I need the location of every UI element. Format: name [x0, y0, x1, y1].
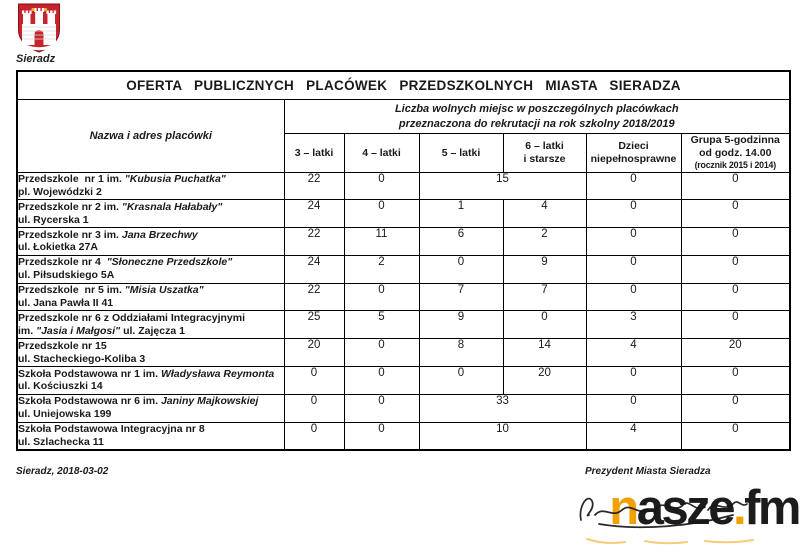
- value-cell: 22: [284, 283, 344, 311]
- value-cell: 7: [503, 283, 586, 311]
- footer-signatory-title: Prezydent Miasta Sieradza: [585, 466, 711, 477]
- value-cell: 1: [419, 200, 503, 228]
- value-cell: 22: [284, 228, 344, 256]
- watermark-asze: asze: [636, 481, 733, 535]
- table-row: [17, 172, 790, 200]
- value-cell: 0: [681, 311, 790, 339]
- column-header: Grupa 5-godzinna od godz. 14.00 (rocznik 2015 i 2014): [681, 134, 790, 173]
- value-cell: 0: [681, 200, 790, 228]
- value-cell: 0: [681, 367, 790, 395]
- value-cell: 14: [503, 339, 586, 367]
- group-header-line1: Liczba wolnych miejsc w poszczególnych placówkach: [394, 102, 679, 115]
- facility-name-cell: Przedszkole nr 6 z Oddziałami Integracyjnymi im. "Jasia i Małgosi" ul. Zajęcza 1: [17, 311, 284, 339]
- value-cell: 0: [586, 283, 681, 311]
- value-cell: 0: [419, 367, 503, 395]
- value-cell: 0: [586, 255, 681, 283]
- facility-name-cell: Przedszkole nr 15 ul. Stacheckiego-Koliba 3: [17, 339, 284, 367]
- table-row: [17, 228, 790, 256]
- value-cell: 0: [503, 311, 586, 339]
- value-cell: 0: [344, 339, 419, 367]
- value-cell: 7: [419, 283, 503, 311]
- group-header: [284, 100, 790, 134]
- column-header: 3 – latki: [284, 134, 344, 173]
- value-cell: 4: [586, 422, 681, 450]
- value-cell: 6: [419, 228, 503, 256]
- value-cell: 0: [681, 172, 790, 200]
- value-cell: 0: [344, 200, 419, 228]
- footer-date: Sieradz, 2018-03-02: [16, 466, 109, 477]
- value-cell: 20: [503, 367, 586, 395]
- value-cell: 0: [681, 255, 790, 283]
- value-cell: 0: [586, 228, 681, 256]
- table-row: [17, 422, 790, 450]
- table-row: [17, 367, 790, 395]
- watermark-dot: .: [732, 481, 745, 535]
- column-header: 5 – latki: [419, 134, 503, 173]
- value-cell: 0: [344, 394, 419, 422]
- value-cell: 0: [344, 367, 419, 395]
- value-cell: 0: [284, 367, 344, 395]
- naszefm-watermark: [609, 483, 799, 534]
- watermark-n: n: [609, 481, 637, 535]
- value-cell: 15: [419, 172, 586, 200]
- value-cell: 2: [344, 255, 419, 283]
- facility-name-cell: Przedszkole nr 2 im. "Krasnala Hałabały" ul. Rycerska 1: [17, 200, 284, 228]
- table-row: [17, 283, 790, 311]
- value-cell: 0: [586, 367, 681, 395]
- table-row: [17, 200, 790, 228]
- sieradz-coat-of-arms-icon: [17, 3, 61, 53]
- facility-name-cell: Przedszkole nr 5 im. "Misia Uszatka" ul. Jana Pawła II 41: [17, 283, 284, 311]
- value-cell: 0: [344, 283, 419, 311]
- column-header: 4 – latki: [344, 134, 419, 173]
- value-cell: 24: [284, 200, 344, 228]
- value-cell: 20: [284, 339, 344, 367]
- logo-label: Sieradz: [16, 53, 56, 65]
- value-cell: 0: [344, 172, 419, 200]
- facility-name-cell: Przedszkole nr 4 "Słoneczne Przedszkole" ul. Piłsudskiego 5A: [17, 255, 284, 283]
- group-header-row: [17, 100, 790, 134]
- value-cell: 3: [586, 311, 681, 339]
- table-title: OFERTA PUBLICZNYCH PLACÓWEK PRZEDSZKOLNYCH MIASTA SIERADZA: [17, 71, 790, 100]
- value-cell: 9: [419, 311, 503, 339]
- value-cell: 5: [344, 311, 419, 339]
- offer-table: [16, 70, 791, 451]
- value-cell: 24: [284, 255, 344, 283]
- facility-name-cell: Szkoła Podstawowa nr 1 im. Władysława Reymonta ul. Kościuszki 14: [17, 367, 284, 395]
- value-cell: 0: [586, 172, 681, 200]
- value-cell: 0: [419, 255, 503, 283]
- watermark-underline-icon: [585, 534, 785, 546]
- table-row: [17, 339, 790, 367]
- value-cell: 0: [681, 228, 790, 256]
- value-cell: 0: [284, 422, 344, 450]
- value-cell: 0: [586, 394, 681, 422]
- value-cell: 4: [586, 339, 681, 367]
- value-cell: 33: [419, 394, 586, 422]
- column-header: 6 – latki i starsze: [503, 134, 586, 173]
- facility-name-cell: Szkoła Podstawowa Integracyjna nr 8 ul. Szlachecka 11: [17, 422, 284, 450]
- value-cell: 20: [681, 339, 790, 367]
- table-row: [17, 394, 790, 422]
- table-row: [17, 255, 790, 283]
- value-cell: 4: [503, 200, 586, 228]
- table-body: [17, 172, 790, 450]
- facility-name-cell: Przedszkole nr 1 im. "Kubusia Puchatka" pl. Wojewódzki 2: [17, 172, 284, 200]
- value-cell: 11: [344, 228, 419, 256]
- value-cell: 22: [284, 172, 344, 200]
- value-cell: 10: [419, 422, 586, 450]
- value-cell: 9: [503, 255, 586, 283]
- value-cell: 25: [284, 311, 344, 339]
- facility-name-cell: Przedszkole nr 3 im. Jana Brzechwy ul. Łokietka 27A: [17, 228, 284, 256]
- value-cell: 2: [503, 228, 586, 256]
- value-cell: 0: [586, 200, 681, 228]
- value-cell: 0: [344, 422, 419, 450]
- name-column-header: Nazwa i adres placówki: [17, 100, 284, 173]
- value-cell: 8: [419, 339, 503, 367]
- group-header-line2: przeznaczona do rekrutacji na rok szkolny 2018/2019: [398, 117, 675, 130]
- value-cell: 0: [681, 394, 790, 422]
- title-row: [17, 71, 790, 100]
- facility-name-cell: Szkoła Podstawowa nr 6 im. Janiny Majkowskiej ul. Uniejowska 199: [17, 394, 284, 422]
- watermark-fm: fm: [744, 481, 799, 535]
- value-cell: 0: [681, 283, 790, 311]
- column-header: Dzieci niepełnosprawne: [586, 134, 681, 173]
- value-cell: 0: [681, 422, 790, 450]
- value-cell: 0: [284, 394, 344, 422]
- table-row: [17, 311, 790, 339]
